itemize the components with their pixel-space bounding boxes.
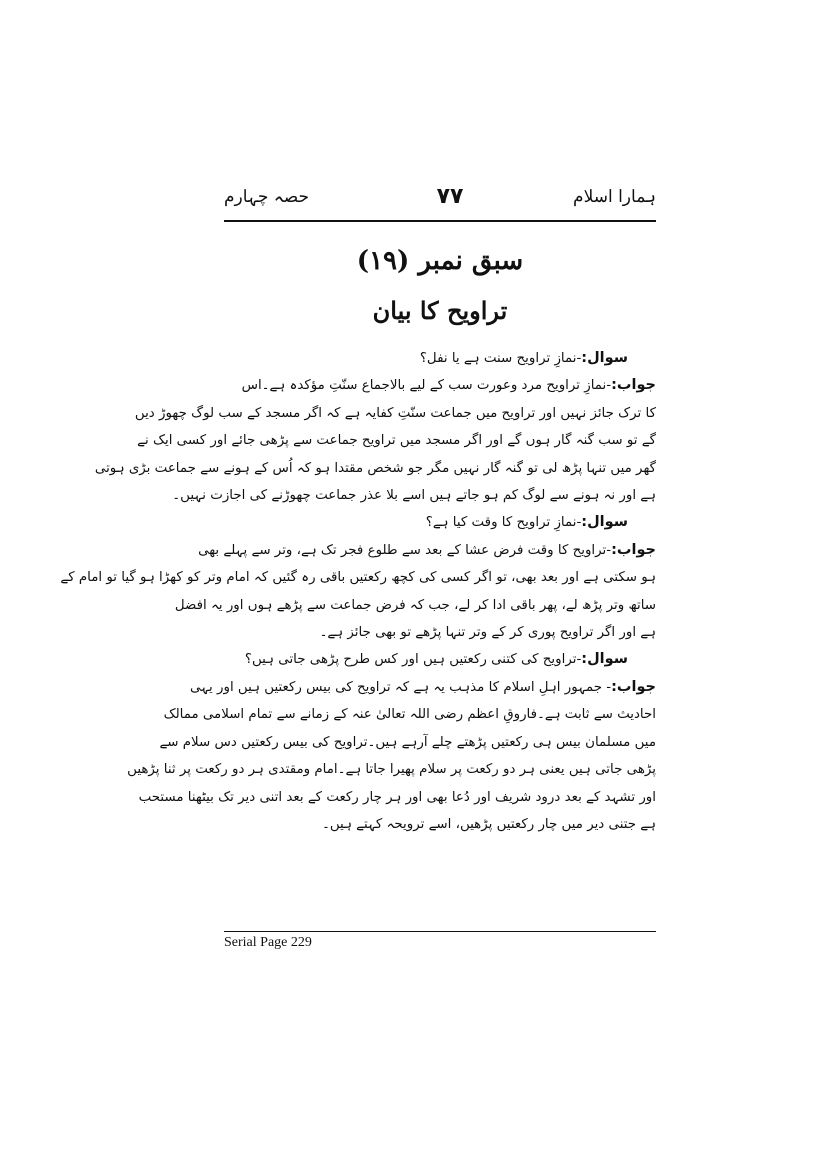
qa-body xyxy=(60,345,656,838)
answer-1-line-4: گھر میں تنہا پڑھ لی تو گنہ گار نہیں مگر جو شخص مقتدا ہو کہ اُس کے ہونے سے جماعت بڑی ہوتی xyxy=(94,460,656,476)
question-1 xyxy=(224,345,656,372)
answer-2-line-4: ہے اور اگر تراویح پوری کر کے وتر تنہا پڑھے تو بھی جائز ہے۔ xyxy=(319,625,656,641)
answer-label: جواب: xyxy=(611,541,656,558)
answer-1-line-3: گے تو سب گنہ گار ہوں گے اور اگر مسجد میں تراویح جماعت سے پڑھی جائے اور کسی ایک نے xyxy=(137,433,656,449)
question-2 xyxy=(224,509,656,536)
answer-3-line-6: ہے جتنی دیر میں چار رکعتیں پڑھیں، اسے ترویحہ کہتے ہیں۔ xyxy=(321,816,656,832)
running-header xyxy=(224,186,656,222)
topic-title: تراویح کا بیان xyxy=(372,296,508,325)
book-title: ہمارا اسلام xyxy=(573,187,656,207)
answer-text: - جمہور اہلِ اسلام کا مذہب یہ ہے کہ تراویح کی بیس رکعتیں ہیں اور یہی xyxy=(190,679,612,695)
question-text: -نمازِ تراویح کا وقت کیا ہے؟ xyxy=(425,515,582,531)
header-rule xyxy=(224,220,656,222)
answer-1-line-1 xyxy=(224,372,656,399)
lesson-title: سبق نمبر (۱۹) xyxy=(356,246,524,276)
question-label: سوال: xyxy=(581,514,628,531)
answer-text: -نمازِ تراویح مرد وعورت سب کے لیے بالاجماع سنّتِ مؤکدہ ہے۔اس xyxy=(241,378,612,394)
answer-2-line-2: ہو سکتی ہے اور بعد بھی، تو اگر کسی کی کچھ رکعتیں باقی رہ گئیں کہ امام وتر کو کھڑا ہو گیا تو امام کے xyxy=(60,570,656,586)
answer-2-line-1 xyxy=(198,537,656,564)
question-label: سوال: xyxy=(581,350,628,366)
answer-2-line-3: ساتھ وتر پڑھ لے، پھر باقی ادا کر لے، جب کہ فرض جماعت سے پڑھے ہوں اور یہ افضل xyxy=(174,597,656,613)
answer-3-line-3: میں مسلمان بیس ہی رکعتیں پڑھتے چلے آرہے ہیں۔تراویح کی بیس رکعتیں دس سلام سے xyxy=(159,734,656,750)
answer-1-line-2: کا ترک جائز نہیں اور تراویح میں جماعت سنّتِ کفایہ ہے کہ اگر مسجد کے سب لوگ چھوڑ دیں xyxy=(134,405,656,421)
answer-label: جواب: xyxy=(611,377,656,394)
answer-label: جواب: xyxy=(611,678,656,695)
answer-1-line-5: ہے اور نہ ہونے سے لوگ کم ہو جاتے ہیں اسے بلا عذر جماعت چھوڑنے کی اجازت نہیں۔ xyxy=(172,488,656,504)
question-text: -تراویح کی کتنی رکعتیں ہیں اور کس طرح پڑھی جاتی ہیں؟ xyxy=(244,652,582,668)
answer-3-line-4: پڑھی جاتی ہیں یعنی ہر دو رکعت پر سلام پھیرا جاتا ہے۔امام ومقتدی ہر دو رکعت پر ثنا پڑھیں xyxy=(127,762,656,778)
part-label: حصہ چہارم xyxy=(224,187,309,207)
answer-3-line-2: احادیث سے ثابت ہے۔فاروقِ اعظم رضی اللہ تعالیٰ عنہ کے زمانے سے تمام اسلامی ممالک xyxy=(163,707,656,723)
page-number: ۷۷ xyxy=(436,184,464,209)
footer-rule xyxy=(224,931,656,932)
answer-3-line-5: اور تشہد کے بعد درود شریف اور دُعا بھی اور ہر چار رکعت کے بعد اتنی دیر تک بیٹھنا مستحب xyxy=(138,789,656,805)
serial-page: Serial Page 229 xyxy=(224,935,312,950)
answer-3-line-1 xyxy=(190,674,656,701)
question-3 xyxy=(224,646,656,673)
answer-text: -تراویح کا وقت فرض عشا کے بعد سے طلوع فجر تک ہے، وتر سے پہلے بھی xyxy=(198,542,612,558)
question-label: سوال: xyxy=(581,651,628,668)
question-text: -نمازِ تراویح سنت ہے یا نفل؟ xyxy=(419,351,582,366)
